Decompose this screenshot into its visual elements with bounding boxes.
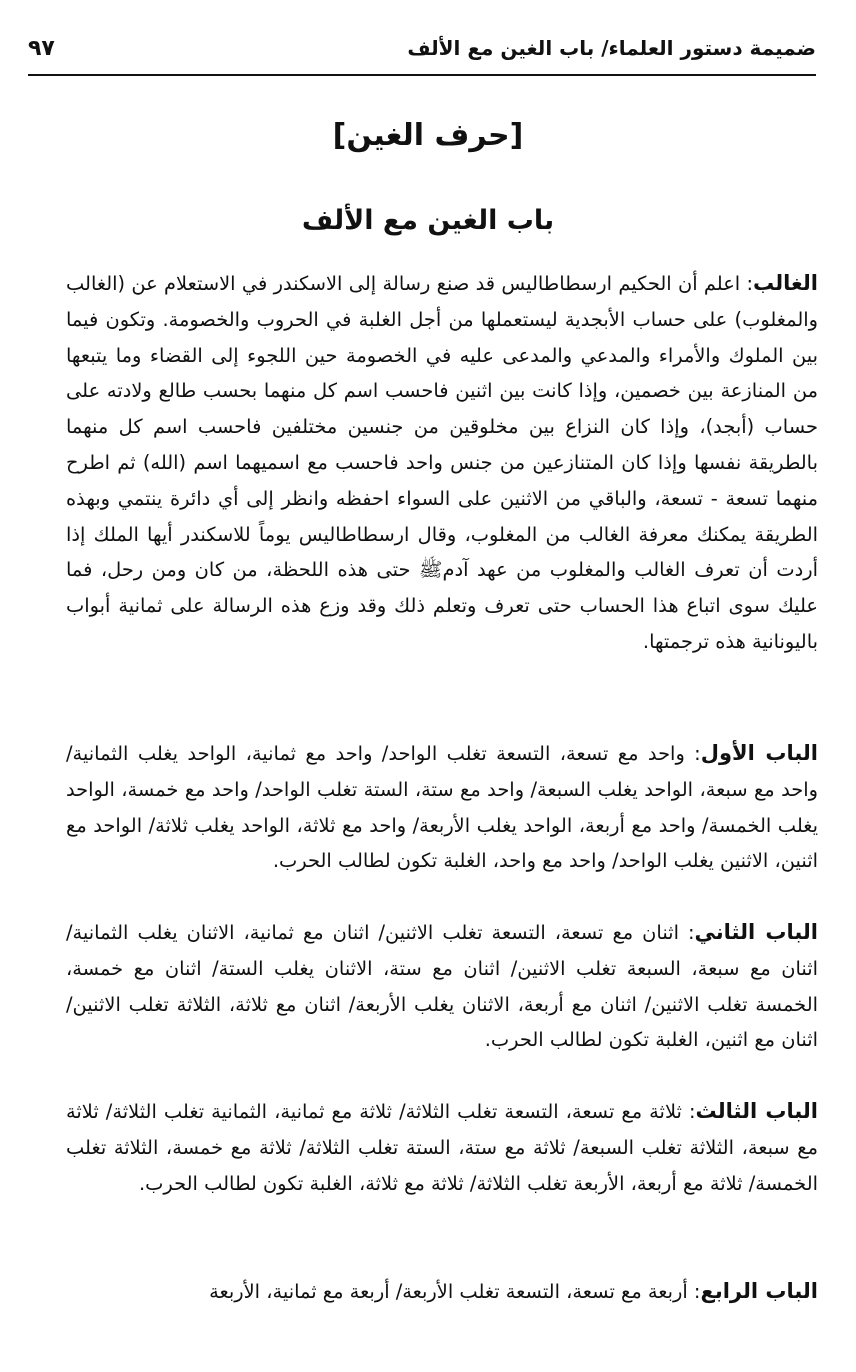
paragraph-lead: الباب الأول xyxy=(700,741,818,765)
paragraph-chapter-1 xyxy=(66,736,818,879)
paragraph-lead: الغالب xyxy=(753,271,818,295)
paragraph-text: : اعلم أن الحكيم ارسطاطاليس قد صنع رسالة إلى الاسكندر في الاستعلام عن (الغالب والمغلوب) على حساب الأبجدية ليستعملها من أجل الغلبة في الحروب والخصومة. وتكون فيما بين الملوك والأمراء والمدعي والمدعى عليه في الخصومة حين اللجوء إلى القضاء وما يتبعها من المنازعة بين خصمين، وإذا كانت بين اثنين فاحسب اسم كل منهما بحسب طالع ولادته على حساب (أبجد)، وإذا كان النزاع بين مخلوقين من جنسين مختلفين فاحسب اسم كل منهما بالطريقة نفسها وإذا كان المتنازعين من جنس واحد فاحسب مع اسميهما اسم (الله) ثم اطرح منهما تسعة - تسعة، والباقي من الاثنين على السواء احفظه وانظر إلى أي دائرة ينتمي وبهذه الطريقة يمكنك معرفة الغالب من المغلوب، وقال ارسطاطاليس يوماً للاسكندر أيها الملك إذا أردت أن تعرف الغالب والمغلوب من عهد آدمﷺ حتى هذه اللحظة، من كان ومن رحل، فما عليك سوى اتباع هذا الحساب حتى تعرف وتعلم ذلك وقد وزع هذه الرسالة على ثمانية أبواب باليونانية هذه ترجمتها. xyxy=(66,272,818,653)
running-title: ضميمة دستور العلماء/ باب الغين مع الألف xyxy=(407,36,816,60)
paragraph-text: : اثنان مع تسعة، التسعة تغلب الاثنين/ اثنان مع ثمانية، الاثنان يغلب الثمانية/ اثنان مع سبعة، السبعة تغلب الاثنين/ اثنان مع ستة، الاثنان يغلب الستة/ اثنان مع خمسة، الخمسة تغلب الاثنين/ اثنان مع أربعة، الاثنان يغلب الأربعة/ اثنان مع ثلاثة، الثلاثة تغلب الاثنين/ اثنان مع اثنين، الغلبة تكون لطالب الحرب. xyxy=(66,921,818,1052)
paragraph-text: : أربعة مع تسعة، التسعة تغلب الأربعة/ أربعة مع ثمانية، الأربعة xyxy=(209,1280,701,1303)
paragraph-text: : ثلاثة مع تسعة، التسعة تغلب الثلاثة/ ثلاثة مع ثمانية، الثمانية تغلب الثلاثة/ ثلاثة مع سبعة، الثلاثة تغلب السبعة/ ثلاثة مع ستة، الستة تغلب الثلاثة/ ثلاثة مع خمسة، الثلاثة تغلب الخمسة/ ثلاثة مع أربعة، الأربعة تغلب الثلاثة/ ثلاثة مع ثلاثة، الغلبة تكون لطالب الحرب. xyxy=(66,1100,818,1195)
paragraph-chapter-2 xyxy=(66,915,818,1058)
chapter-heading: [حرف الغين] xyxy=(332,118,524,153)
page-number: ٩٧ xyxy=(28,36,55,61)
running-header xyxy=(28,30,816,76)
paragraph-chapter-3 xyxy=(66,1094,818,1201)
paragraph-intro xyxy=(66,266,818,660)
paragraph-chapter-4 xyxy=(66,1274,818,1310)
paragraph-lead: الباب الرابع xyxy=(700,1279,818,1303)
paragraph-lead: الباب الثالث xyxy=(695,1099,818,1123)
section-heading: باب الغين مع الألف xyxy=(301,205,555,236)
paragraph-text: : واحد مع تسعة، التسعة تغلب الواحد/ واحد مع ثمانية، الواحد يغلب الثمانية/ واحد مع سبعة، الواحد يغلب السبعة/ واحد مع ستة، الستة تغلب الواحد/ واحد مع خمسة، الواحد يغلب الخمسة/ واحد مع أربعة، الواحد يغلب الأربعة/ واحد مع ثلاثة، الواحد يغلب ثلاثة/ الواحد مع اثنين، الاثنين يغلب الواحد/ واحد مع واحد، الغلبة تكون لطالب الحرب. xyxy=(66,742,818,873)
paragraph-lead: الباب الثاني xyxy=(694,920,818,944)
